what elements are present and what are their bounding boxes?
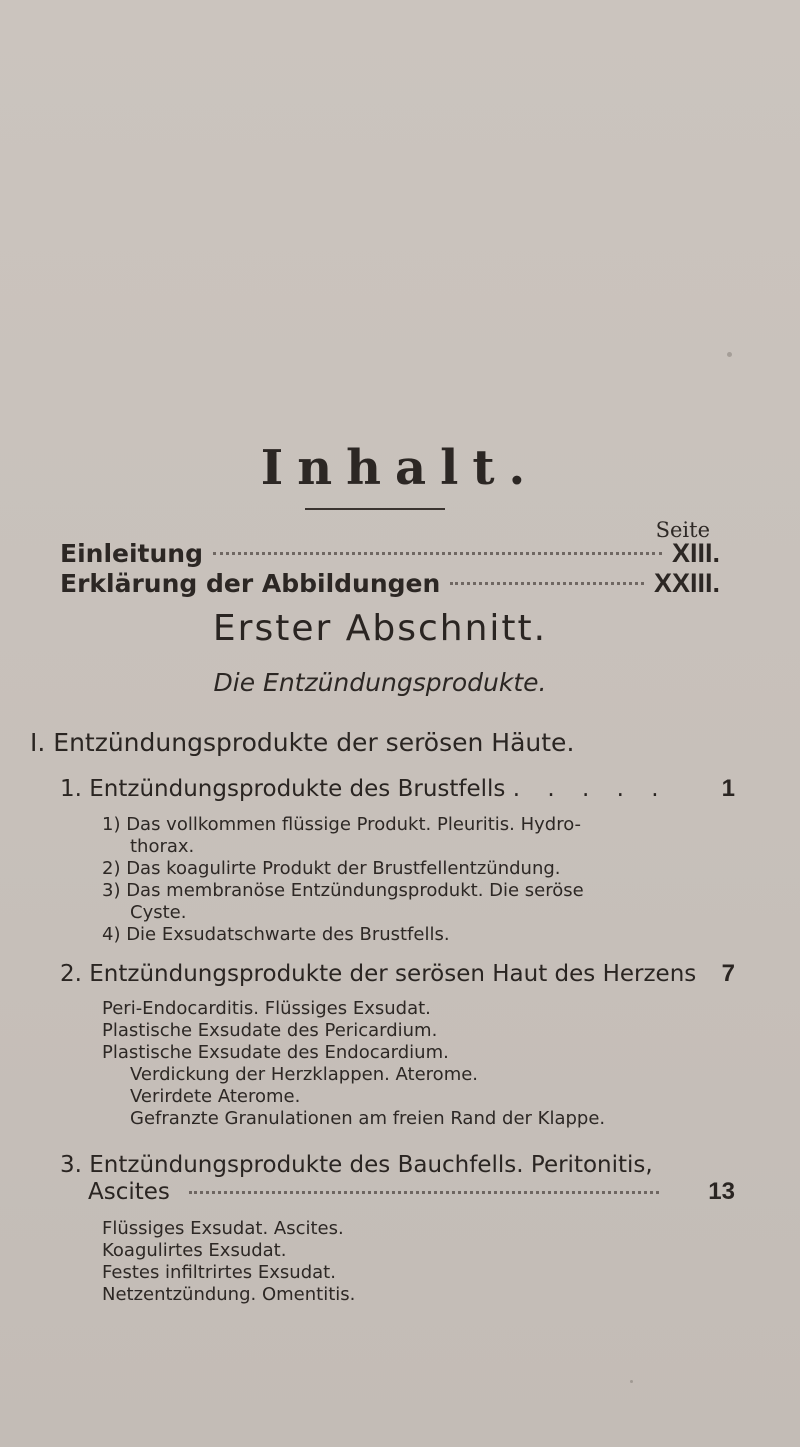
chapter-1-items [102, 814, 662, 946]
list-item: Plastische Exsudate des Endocardium. [102, 1042, 449, 1063]
dot-leader: . . . . . [512, 776, 669, 802]
chapter-3 [60, 1152, 735, 1206]
paper-speck [630, 1380, 633, 1383]
title-rule [305, 508, 445, 510]
chapter-page: 1 [721, 775, 735, 802]
dot-leader [189, 1191, 659, 1194]
chapter-page: 13 [708, 1178, 735, 1205]
chapter-2 [60, 960, 735, 988]
list-item: Netzentzündung. Omentitis. [102, 1284, 356, 1305]
part-title: I. Entzündungsprodukte der serösen Häute. [30, 728, 575, 757]
list-item: Verirdete Aterome. [130, 1086, 301, 1107]
paper-speck [727, 352, 732, 357]
chapter-label-continued: Ascites [88, 1179, 170, 1205]
list-item: 2) Das koagulirte Produkt der Brustfellentzündung. [102, 858, 561, 879]
section-title: Erster Abschnitt. [212, 608, 548, 649]
list-item: Flüssiges Exsudat. Ascites. [102, 1218, 344, 1239]
chapter-label: 3. Entzündungsprodukte des Bauchfells. Peritonitis, [60, 1152, 653, 1178]
chapter-2-items [102, 998, 662, 1130]
page-title: Inhalt. [260, 440, 540, 496]
list-item: 1) Das vollkommen flüssige Produkt. Pleuritis. Hydro- [102, 814, 582, 835]
list-item: Peri-Endocarditis. Flüssiges Exsudat. [102, 998, 431, 1019]
chapter-1 [60, 775, 735, 803]
toc-entry-label: Einleitung [60, 539, 203, 568]
list-item: Verdickung der Herzklappen. Aterome. [130, 1064, 479, 1085]
toc-entry-einleitung [60, 538, 720, 569]
chapter-label: 2. Entzündungsprodukte der serösen Haut des Herzens [60, 961, 697, 987]
toc-entry-page: XIII. [671, 538, 720, 568]
list-item: 4) Die Exsudatschwarte des Brustfells. [102, 924, 450, 945]
list-item: Festes infiltrirtes Exsudat. [102, 1262, 336, 1283]
dot-leader [450, 582, 644, 585]
toc-entry-label: Erklärung der Abbildungen [60, 569, 441, 598]
list-item: Plastische Exsudate des Pericardium. [102, 1020, 438, 1041]
chapter-page: 7 [721, 960, 735, 987]
dot-leader [213, 552, 662, 555]
seite-column-label: Seite [655, 518, 710, 542]
list-item: 3) Das membranöse Entzündungsprodukt. Die seröse [102, 880, 584, 901]
toc-entry-erklaerung [60, 568, 720, 599]
chapter-label: 1. Entzündungsprodukte des Brustfells [60, 776, 506, 802]
list-item: Gefranzte Granulationen am freien Rand der Klappe. [130, 1108, 606, 1129]
chapter-3-items [102, 1218, 662, 1306]
list-item: thorax. [130, 836, 195, 857]
list-item: Koagulirtes Exsudat. [102, 1240, 287, 1261]
section-subtitle: Die Entzündungsprodukte. [213, 668, 547, 697]
list-item: Cyste. [130, 902, 187, 923]
toc-entry-page: XXIII. [653, 568, 720, 598]
